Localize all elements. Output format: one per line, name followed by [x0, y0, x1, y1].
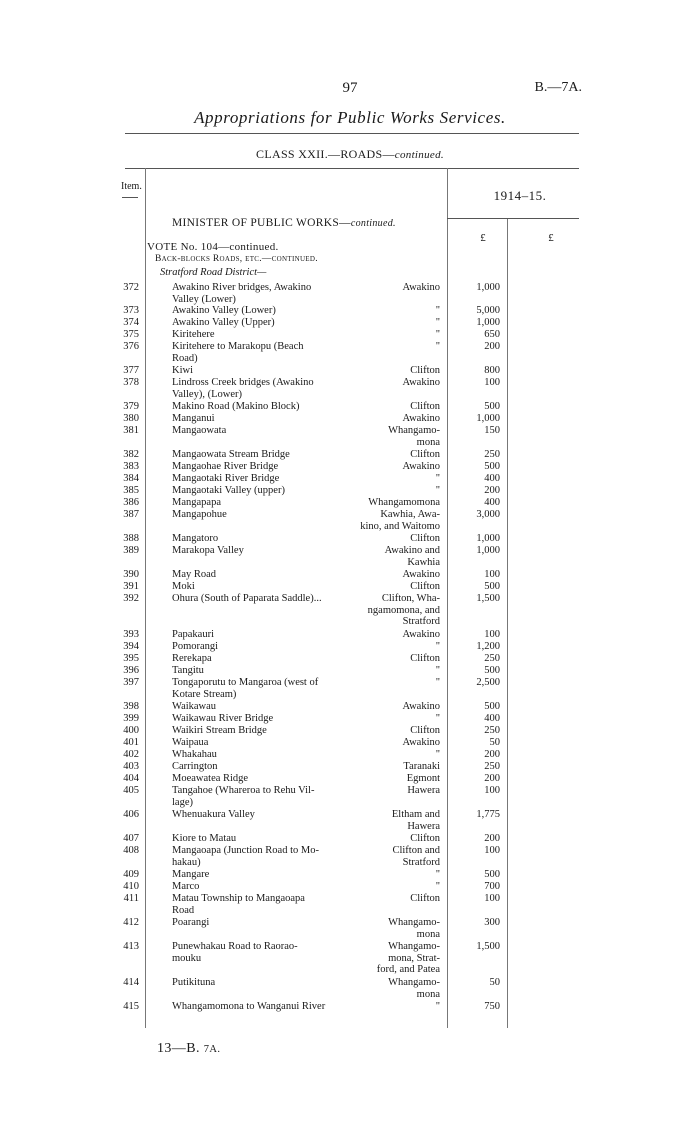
- road-district-location: ": [435, 317, 440, 328]
- item-number: 394: [123, 641, 139, 652]
- road-district-location: Clifton: [410, 581, 440, 592]
- road-district-location: Whangamo- mona: [388, 977, 440, 1000]
- amount: 1,000: [476, 282, 500, 293]
- amount: 1,775: [476, 809, 500, 820]
- item-number: 393: [123, 629, 139, 640]
- amount: 100: [484, 845, 500, 856]
- item-number: 388: [123, 533, 139, 544]
- amount: 200: [484, 341, 500, 352]
- road-district-location: ": [435, 641, 440, 652]
- amount: 750: [484, 1001, 500, 1012]
- item-number: 407: [123, 833, 139, 844]
- amount: 500: [484, 869, 500, 880]
- amount: 50: [489, 977, 500, 988]
- minister-heading-main: MINISTER OF PUBLIC WORKS—: [172, 217, 351, 229]
- document-reference: B.—7A.: [534, 80, 582, 95]
- road-district-location: ": [435, 677, 440, 688]
- road-district-location: ": [435, 869, 440, 880]
- amount: 500: [484, 581, 500, 592]
- amount: 3,000: [476, 509, 500, 520]
- road-name: Mangatoro: [172, 533, 219, 544]
- amount: 250: [484, 761, 500, 772]
- road-district-location: Whangamo- mona: [388, 917, 440, 940]
- item-number: 376: [123, 341, 139, 352]
- road-district-location: Clifton: [410, 401, 440, 412]
- road-name: Poarangi: [172, 917, 210, 928]
- road-name: Waikiri Stream Bridge: [172, 725, 267, 736]
- item-number: 390: [123, 569, 139, 580]
- road-district-location: ": [435, 473, 440, 484]
- amount: 100: [484, 629, 500, 640]
- road-district-location: Clifton: [410, 533, 440, 544]
- item-number: 399: [123, 713, 139, 724]
- currency-symbol-1: £: [480, 232, 486, 244]
- road-district-location: Clifton: [410, 725, 440, 736]
- item-number: 391: [123, 581, 139, 592]
- item-number: 381: [123, 425, 139, 436]
- road-name: May Road: [172, 569, 217, 580]
- road-district-location: Clifton: [410, 449, 440, 460]
- amount: 5,000: [476, 305, 500, 316]
- amount: 800: [484, 365, 500, 376]
- road-district-location: Awakino: [402, 413, 440, 424]
- road-district-location: Awakino: [402, 629, 440, 640]
- road-name: Awakino Valley (Lower): [172, 305, 276, 316]
- amount: 650: [484, 329, 500, 340]
- road-name: Moki: [172, 581, 195, 592]
- section-heading: Back-blocks Roads, etc.—continued.: [155, 254, 318, 264]
- road-name: Awakino River bridges, Awakino Valley (Lower): [172, 282, 312, 305]
- item-number: 384: [123, 473, 139, 484]
- amount: 200: [484, 833, 500, 844]
- road-name: Tangahoe (Whareroa to Rehu Vil- lage): [172, 785, 315, 808]
- footer-suffix: 7A.: [203, 1044, 221, 1055]
- amount: 250: [484, 653, 500, 664]
- page-title: Appropriations for Public Works Services.: [194, 108, 506, 127]
- road-name: Tongaporutu to Mangaroa (west of Kotare Stream): [172, 677, 319, 700]
- item-number: 374: [123, 317, 139, 328]
- road-name: Mangaowata: [172, 425, 227, 436]
- item-number: 389: [123, 545, 139, 556]
- item-number: 377: [123, 365, 139, 376]
- road-district-location: Clifton, Wha- ngamomona, and Stratford: [367, 593, 440, 627]
- road-name: Awakino Valley (Upper): [172, 317, 275, 328]
- amount: 500: [484, 665, 500, 676]
- class-heading-main: CLASS XXII.—ROADS—: [256, 147, 395, 161]
- amount: 250: [484, 449, 500, 460]
- item-number: 409: [123, 869, 139, 880]
- item-number: 406: [123, 809, 139, 820]
- road-name: Pomorangi: [172, 641, 219, 652]
- amount: 400: [484, 497, 500, 508]
- road-district-location: Egmont: [406, 773, 440, 784]
- item-number: 396: [123, 665, 139, 676]
- road-name: Waipaua: [172, 737, 209, 748]
- road-name: Marakopa Valley: [172, 545, 244, 556]
- amount: 150: [484, 425, 500, 436]
- amount: 1,500: [476, 941, 500, 952]
- road-name: Whangamomona to Wanganui River: [172, 1001, 326, 1012]
- item-column-header: Item.: [121, 181, 142, 192]
- road-district-location: Awakino: [402, 569, 440, 580]
- road-district-location: ": [435, 665, 440, 676]
- road-district-location: Whangamomona: [368, 497, 440, 508]
- road-name: Waikawau River Bridge: [172, 713, 274, 724]
- road-district-location: Awakino: [402, 377, 440, 388]
- item-number: 395: [123, 653, 139, 664]
- road-name: Mangaoapa (Junction Road to Mo- hakau): [172, 845, 319, 868]
- item-number: 392: [123, 593, 139, 604]
- road-name: Whenuakura Valley: [172, 809, 255, 820]
- amount: 300: [484, 917, 500, 928]
- amount: 700: [484, 881, 500, 892]
- road-district-location: ": [435, 341, 440, 352]
- road-district-location: Whangamo- mona, Strat- ford, and Patea: [376, 941, 440, 975]
- item-number: 379: [123, 401, 139, 412]
- item-number: 397: [123, 677, 139, 688]
- road-name: Mangare: [172, 869, 210, 880]
- road-name: Papakauri: [172, 629, 214, 640]
- currency-symbol-2: £: [548, 232, 554, 244]
- item-number: 402: [123, 749, 139, 760]
- item-number: 405: [123, 785, 139, 796]
- road-district-location: Whangamo- mona: [388, 425, 440, 448]
- amount: 500: [484, 401, 500, 412]
- minister-heading-continued: continued.: [350, 218, 396, 229]
- road-district-location: ": [435, 305, 440, 316]
- road-name: Waikawau: [172, 701, 217, 712]
- amount: 100: [484, 893, 500, 904]
- road-name: Kiritehere: [172, 329, 215, 340]
- item-number: 400: [123, 725, 139, 736]
- class-heading-continued: continued.: [394, 149, 444, 161]
- amount: 200: [484, 749, 500, 760]
- road-district-location: Hawera: [407, 785, 440, 796]
- amount: 50: [489, 737, 500, 748]
- road-name: Marco: [172, 881, 200, 892]
- item-number: 413: [123, 941, 139, 952]
- road-name: Kiwi: [172, 365, 193, 376]
- item-number: 382: [123, 449, 139, 460]
- road-district-location: Clifton: [410, 365, 440, 376]
- year-column-header: 1914–15.: [493, 188, 547, 203]
- road-name: Lindross Creek bridges (Awakino Valley), (Lower): [172, 377, 314, 400]
- amount: 1,000: [476, 317, 500, 328]
- road-district-location: Kawhia, Awa- kino, and Waitomo: [360, 509, 440, 532]
- road-district-location: ": [435, 485, 440, 496]
- road-district-location: Awakino: [402, 461, 440, 472]
- item-number: 398: [123, 701, 139, 712]
- road-name: Manganui: [172, 413, 215, 424]
- amount: 2,500: [476, 677, 500, 688]
- road-district-location: ": [435, 749, 440, 760]
- amount: 200: [484, 773, 500, 784]
- amount: 100: [484, 377, 500, 388]
- item-number: 385: [123, 485, 139, 496]
- road-name: Mangaowata Stream Bridge: [172, 449, 290, 460]
- road-name: Mangaohae River Bridge: [172, 461, 279, 472]
- district-heading: Stratford Road District—: [160, 267, 267, 278]
- item-number: 378: [123, 377, 139, 388]
- item-number: 372: [123, 282, 139, 293]
- item-number: 401: [123, 737, 139, 748]
- road-name: Tangitu: [172, 665, 204, 676]
- amount: 1,200: [476, 641, 500, 652]
- item-number: 414: [123, 977, 139, 988]
- page-number: 97: [342, 80, 358, 96]
- amount: 200: [484, 485, 500, 496]
- item-number: 415: [123, 1001, 139, 1012]
- road-name: Whakahau: [172, 749, 217, 760]
- road-name: Kiore to Matau: [172, 833, 237, 844]
- road-district-location: Clifton: [410, 653, 440, 664]
- item-number: 410: [123, 881, 139, 892]
- amount: 100: [484, 569, 500, 580]
- road-name: Mangaotaki River Bridge: [172, 473, 280, 484]
- road-name: Matau Township to Mangaoapa Road: [172, 893, 305, 916]
- item-number: 380: [123, 413, 139, 424]
- road-name: Mangaotaki Valley (upper): [172, 485, 285, 496]
- road-name: Carrington: [172, 761, 218, 772]
- vote-heading: VOTE No. 104—continued.: [147, 241, 279, 253]
- road-district-location: ": [435, 881, 440, 892]
- signature-footer: [157, 1041, 220, 1057]
- amount: 500: [484, 461, 500, 472]
- road-district-location: Awakino: [402, 737, 440, 748]
- road-district-location: Awakino: [402, 701, 440, 712]
- road-district-location: Eltham and Hawera: [391, 809, 440, 832]
- item-number: 411: [123, 893, 139, 904]
- road-name: Mangapohue: [172, 509, 227, 520]
- item-number: 408: [123, 845, 139, 856]
- amount: 1,000: [476, 533, 500, 544]
- road-district-location: Clifton: [410, 833, 440, 844]
- road-district-location: ": [435, 329, 440, 340]
- footer-main: 13—B.: [157, 1041, 204, 1056]
- road-name: Rerekapa: [172, 653, 212, 664]
- road-name: Makino Road (Makino Block): [172, 401, 300, 412]
- amount: 1,500: [476, 593, 500, 604]
- amount: 500: [484, 701, 500, 712]
- road-name: Putikituna: [172, 977, 216, 988]
- item-number: 412: [123, 917, 139, 928]
- road-district-location: Taranaki: [403, 761, 440, 772]
- road-district-location: ": [435, 713, 440, 724]
- item-number: 383: [123, 461, 139, 472]
- amount: 1,000: [476, 545, 500, 556]
- item-number: 373: [123, 305, 139, 316]
- item-number: 386: [123, 497, 139, 508]
- amount: 400: [484, 473, 500, 484]
- item-number: 403: [123, 761, 139, 772]
- road-name: Punewhakau Road to Raorao- mouku: [172, 941, 298, 964]
- item-number: 387: [123, 509, 139, 520]
- road-district-location: Awakino: [402, 282, 440, 293]
- road-district-location: ": [435, 1001, 440, 1012]
- road-name: Kiritehere to Marakopu (Beach Road): [172, 341, 304, 364]
- road-name: Mangapapa: [172, 497, 221, 508]
- item-number: 404: [123, 773, 139, 784]
- amount: 100: [484, 785, 500, 796]
- road-district-location: Clifton: [410, 893, 440, 904]
- road-name: Moeawatea Ridge: [172, 773, 249, 784]
- amount: 250: [484, 725, 500, 736]
- road-name: Ohura (South of Paparata Saddle)...: [172, 593, 322, 604]
- item-number: 375: [123, 329, 139, 340]
- road-district-location: Clifton and Stratford: [392, 845, 440, 868]
- amount: 400: [484, 713, 500, 724]
- amount: 1,000: [476, 413, 500, 424]
- road-district-location: Awakino and Kawhia: [384, 545, 440, 568]
